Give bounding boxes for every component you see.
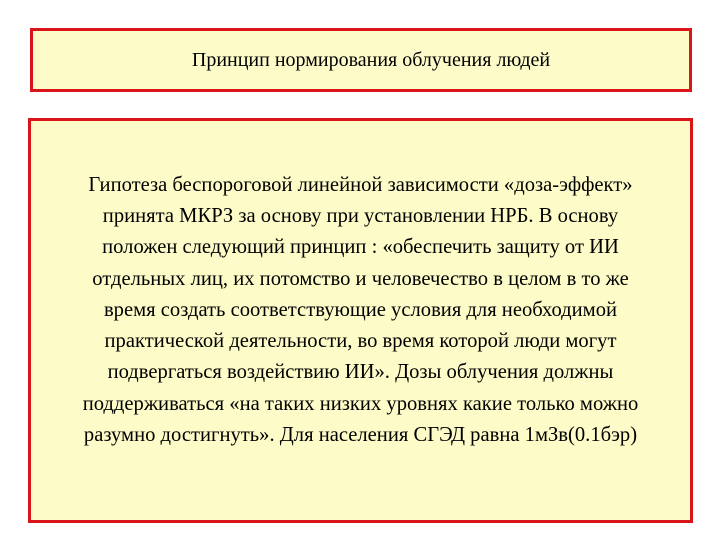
body-line: время создать соответствующие условия для необходимой <box>103 298 618 321</box>
body-box <box>28 118 693 523</box>
slide-title: Принцип нормирования облучения людей <box>191 48 551 71</box>
body-line: подвергаться воздействию ИИ». Дозы облучения должны <box>107 361 614 384</box>
title-box <box>30 28 692 92</box>
body-line: поддерживаться «на таких низких уровнях какие только можно <box>82 392 639 415</box>
body-text <box>31 170 690 451</box>
body-line: Гипотеза беспороговой линейной зависимости «доза-эффект» <box>88 174 633 197</box>
body-line: практической деятельности, во время которой люди могут <box>104 330 617 353</box>
body-line: принята МКРЗ за основу при установлении НРБ. В основу <box>102 205 619 228</box>
body-line: отдельных лиц, их потомство и человечество в целом в то же <box>92 267 629 290</box>
body-line: разумно достигнуть». Для населения СГЭД равна 1мЗв(0.1бэр) <box>83 423 638 446</box>
body-line: положен следующий принцип : «обеспечить защиту от ИИ <box>102 236 619 259</box>
